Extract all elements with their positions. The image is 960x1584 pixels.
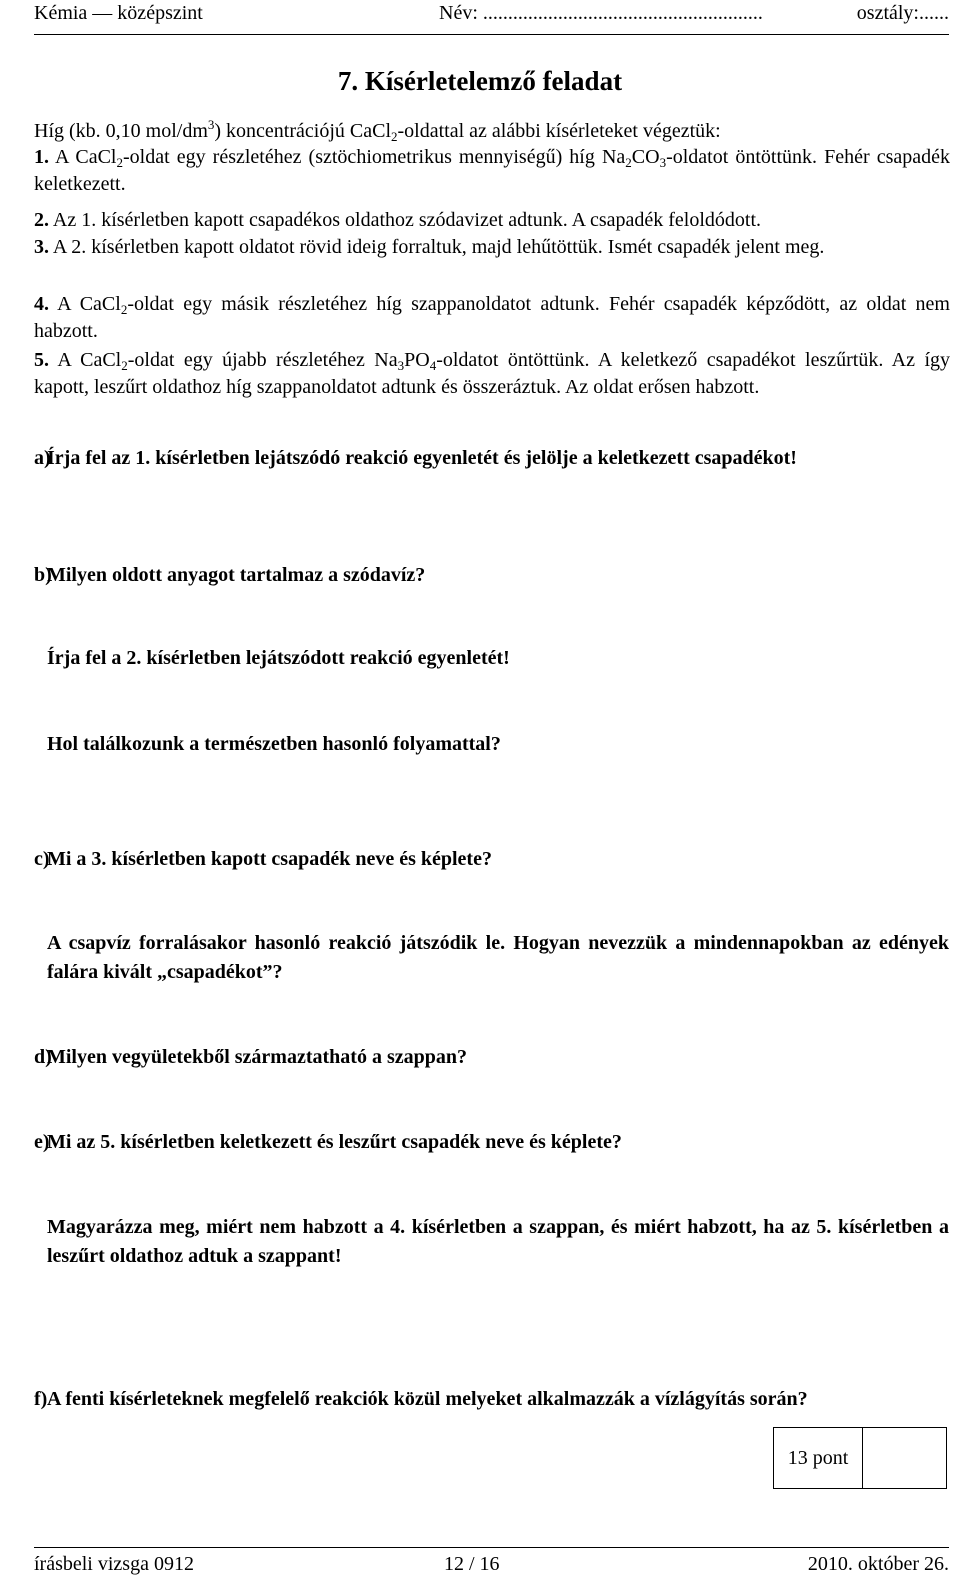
question-f-text: A fenti kísérleteknek megfelelő reakciók közül melyeket alkalmazzák a vízlágyítás során? xyxy=(47,1388,808,1410)
page-header xyxy=(34,0,949,35)
intro-text: Híg (kb. 0,10 mol/$dm^3$) koncentrációjú CaCl$_2$-oldattal az alábbi kísérleteket végeztük: xyxy=(34,117,721,144)
question-e2-text: Magyarázza meg, miért nem habzott a 4. kísérletben a szappan, és miért habzott, ha az 5. kísérletben a leszűrt oldathoz adtuk a szappant! xyxy=(47,1216,949,1267)
header-subject: Kémia — középszint xyxy=(34,2,203,24)
points-score-cell xyxy=(863,1428,946,1488)
question-b3-text: Hol találkozunk a természetben hasonló folyamattal? xyxy=(47,733,501,755)
question-d-label: d) xyxy=(34,1046,52,1068)
footer-page-number: 12 / 16 xyxy=(444,1553,500,1575)
question-e-text: Mi az 5. kísérletben keletkezett és leszűrt csapadék neve és képlete? xyxy=(47,1131,622,1153)
page-footer xyxy=(34,1547,949,1582)
header-class-field: osztály:...... xyxy=(856,2,949,24)
question-b-label: b) xyxy=(34,564,52,586)
experiment-3: 3. A 2. kísérletben kapott oldatot rövid ideig forraltuk, majd lehűtöttük. Ismét csapadék jelent meg. xyxy=(34,236,825,258)
question-c-text: Mi a 3. kísérletben kapott csapadék neve és képlete? xyxy=(47,848,492,870)
question-e-label: e) xyxy=(34,1131,50,1153)
question-a-text: Írja fel az 1. kísérletben lejátszódó reakció egyenletét és jelölje a keletkezett csapadékot! xyxy=(47,447,797,469)
points-label: 13 pont xyxy=(774,1428,863,1488)
footer-exam: írásbeli vizsga 0912 xyxy=(34,1553,194,1575)
question-d-text: Milyen vegyületekből származtatható a szappan? xyxy=(47,1046,467,1068)
header-name-field: Név: ........................................................ xyxy=(439,2,763,24)
experiment-1: 1. A CaCl$_2$-oldat egy részletéhez (sztöchiometrikus mennyiségű) híg $Na_2CO_3$-oldatot öntöttünk. Fehér csapadék keletkezett. xyxy=(34,146,950,195)
question-f-label: f) xyxy=(34,1388,48,1410)
question-b-text: Milyen oldott anyagot tartalmaz a szódavíz? xyxy=(47,564,426,586)
points-box xyxy=(773,1427,947,1489)
experiment-2: 2. Az 1. kísérletben kapott csapadékos oldathoz szódavizet adtunk. A csapadék feloldódott. xyxy=(34,209,762,231)
experiment-4: 4. A CaCl$_2$-oldat egy másik részletéhez híg szappanoldatot adtunk. Fehér csapadék képződött, az oldat nem habzott. xyxy=(34,293,950,342)
footer-date: 2010. október 26. xyxy=(807,1553,949,1575)
question-c2-text: A csapvíz forralásakor hasonló reakció játszódik le. Hogyan nevezzük a mindennapokban az edények falára kivált „csapadékot”? xyxy=(47,932,949,983)
experiment-5: 5. A CaCl$_2$-oldat egy újabb részletéhez $Na_3PO_4$-oldatot öntöttünk. A keletkező csapadékot leszűrtük. Az így kapott, leszűrt oldathoz híg szappanoldatot adtunk és összeráztuk. Az oldat erősen habzott. xyxy=(34,349,950,398)
question-c-label: c) xyxy=(34,848,50,870)
task-title: 7. Kísérletelemző feladat xyxy=(337,66,623,96)
question-b2-text: Írja fel a 2. kísérletben lejátszódott reakció egyenletét! xyxy=(47,647,510,669)
